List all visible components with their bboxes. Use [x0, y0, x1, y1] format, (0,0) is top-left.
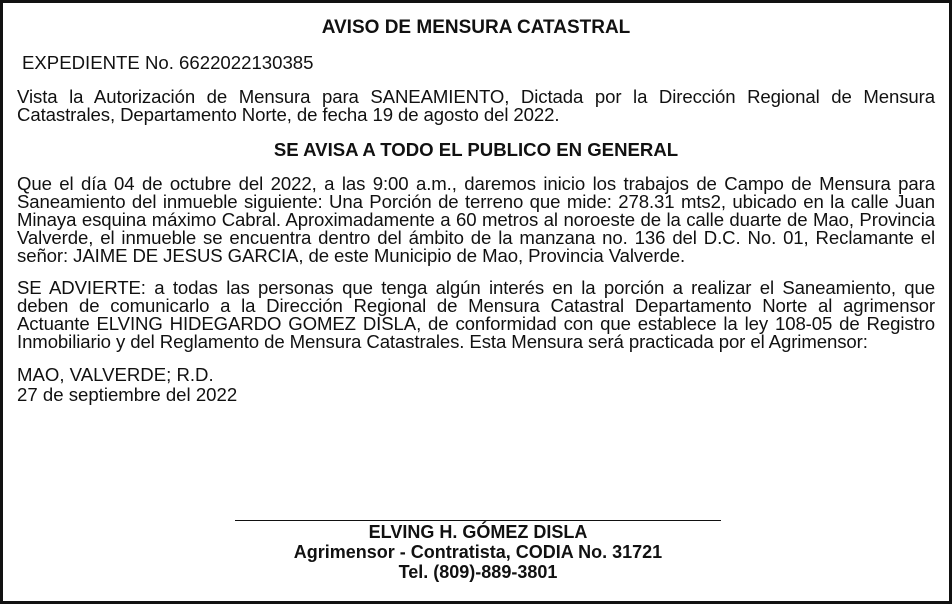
- signer-role: Agrimensor - Contratista, CODIA No. 31721: [293, 542, 663, 562]
- notice-title: AVISO DE MENSURA CATASTRAL: [321, 17, 631, 38]
- warning-paragraph: SE ADVIERTE: a todas las personas que tenga algún interés en la porción a realizar el Saneamiento, que deben de comunicarlo a la Dirección Regional de Mensura Catastral Departamento Norte al agrimensor Actuante ELVING HIDEGARDO GOMEZ DISLA, de conformidad con que establece la ley 108-05 de Registro Inmobiliario y del Reglamento de Mensura Catastrales. Esta Mensura será practicada por el Agrimensor:: [17, 277, 935, 352]
- signer-name: ELVING H. GÓMEZ DISLA: [368, 522, 588, 542]
- intro-paragraph: Vista la Autorización de Mensura para SANEAMIENTO, Dictada por la Dirección Regional de Mensura Catastrales, Departamento Norte, de fecha 19 de agosto del 2022.: [17, 86, 935, 125]
- case-number: EXPEDIENTE No. 6622022130385: [22, 52, 314, 73]
- body-paragraph: Que el día 04 de octubre del 2022, a las 9:00 a.m., daremos inicio los trabajos de Campo de Mensura para Saneamiento del inmueble siguiente: Una Porción de terreno que mide: 278.31 mts2, ubicado en la calle Juan Minaya esquina máximo Cabral. Aproximadamente a 60 metros al noroeste de la calle duarte de Mao, Provincia Valverde, el inmueble se encuentra dentro del ámbito de la manzana no. 136 del D.C. No. 01, Reclamante el señor: JAIME DE JESUS GARCIA, de este Municipio de Mao, Provincia Valverde.: [17, 173, 935, 266]
- signature-block: [235, 520, 721, 582]
- place-date-block: [17, 365, 935, 405]
- notice-subtitle: SE AVISA A TODO EL PUBLICO EN GENERAL: [273, 139, 679, 160]
- signer-phone: Tel. (809)-889-3801: [398, 562, 558, 582]
- date-line: 27 de septiembre del 2022: [17, 384, 238, 405]
- place-line: MAO, VALVERDE; R.D.: [17, 364, 214, 385]
